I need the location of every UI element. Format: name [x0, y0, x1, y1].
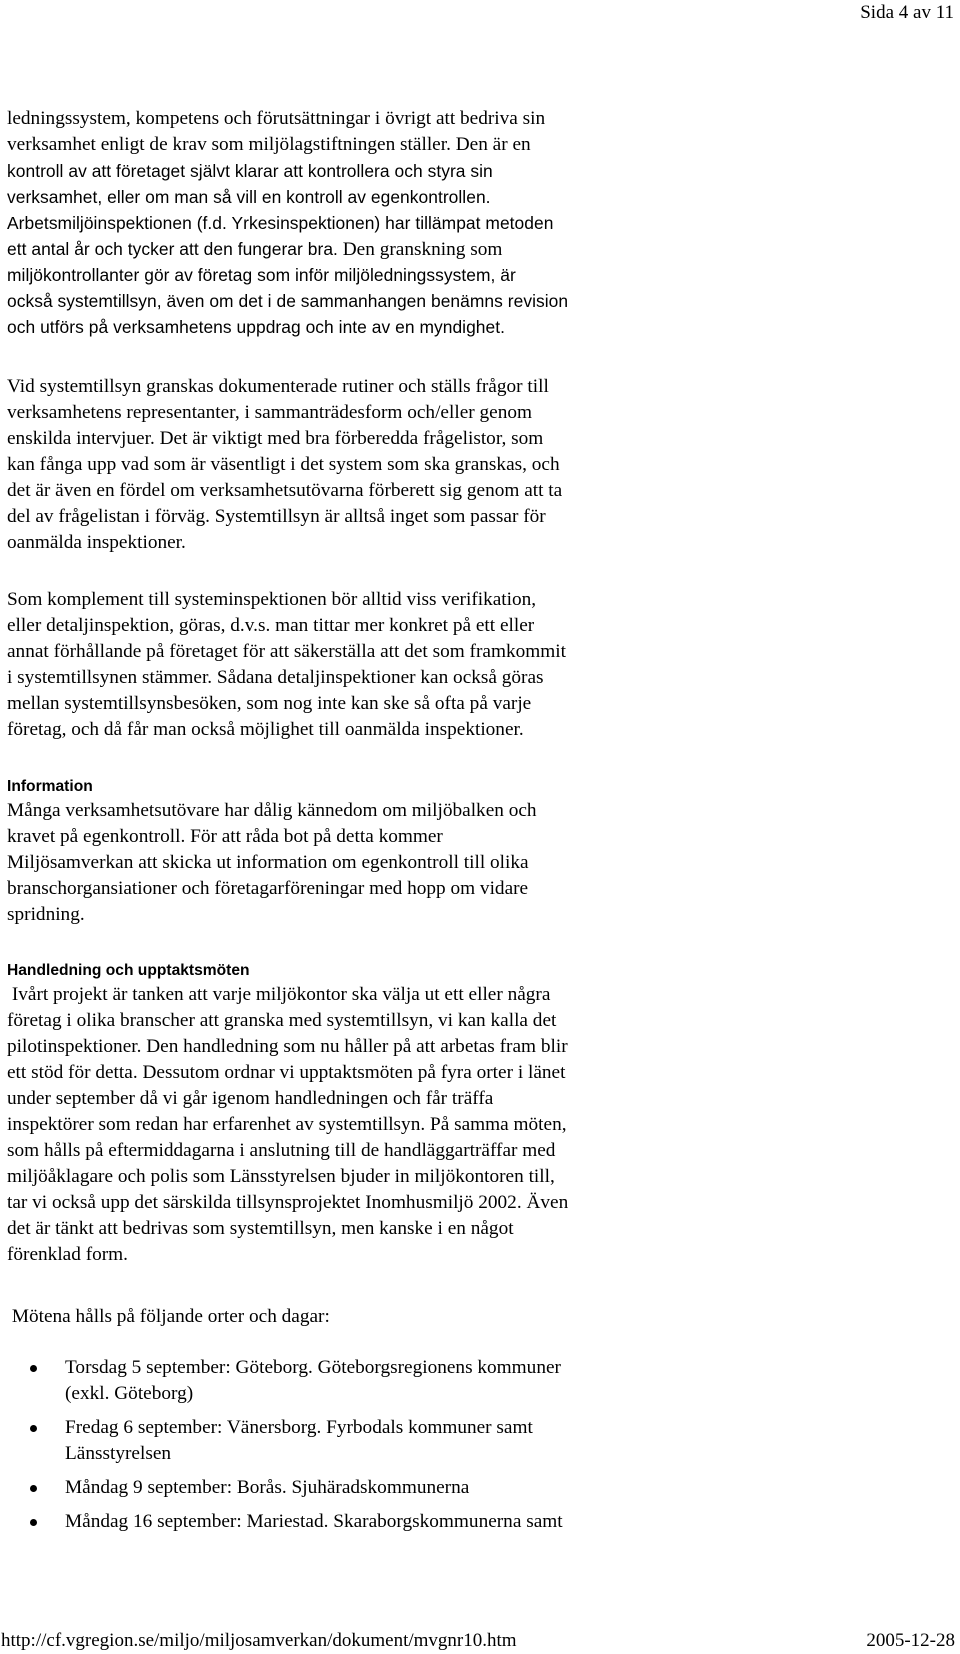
text-line: Måndag 16 september: Mariestad. Skaraborgskommunerna samt: [65, 1511, 563, 1532]
text-line: ledningssystem, kompetens och förutsättningar i övrigt att bedriva sin: [7, 108, 546, 129]
meetings-list-container: [7, 1355, 947, 1535]
text-line: också systemtillsyn, även om det i de sammanhangen benämns revision: [7, 291, 569, 311]
bullet-icon: [30, 1365, 37, 1372]
text-line: annat förhållande på företaget för att säkerställa att det som framkommit: [7, 641, 566, 662]
text-line: Miljösamverkan att skicka ut information om egenkontroll till olika: [7, 852, 529, 873]
text-line: som hålls på eftermiddagarna i anslutning till de handläggarträffar med: [7, 1140, 556, 1161]
list-item: [7, 1415, 947, 1467]
text-line: del av frågelistan i förväg. Systemtillsyn är alltså inget som passar för: [7, 506, 546, 527]
bullet-icon: [30, 1519, 37, 1526]
text-line: företag i olika branscher att granska med systemtillsyn, vi kan kalla det: [7, 1010, 557, 1031]
paragraph-systemtillsyn: [7, 374, 947, 556]
text-line: inspektörer som redan har erfarenhet av systemtillsyn. På samma möten,: [7, 1114, 567, 1135]
text-line: verksamhet enligt de krav som miljölagstiftningen ställer. Den är en: [7, 134, 531, 155]
section-handledning: [7, 960, 947, 1268]
text-line: Arbetsmiljöinspektionen (f.d. Yrkesinspektionen) har tillämpat metoden: [7, 213, 554, 233]
text-line: Länsstyrelsen: [65, 1443, 172, 1464]
text-line: [7, 236, 947, 262]
meetings-list: [7, 1355, 947, 1535]
section-heading: Information: [7, 778, 93, 795]
list-item: [7, 1509, 947, 1535]
text-line: tar vi också upp det särskilda tillsynsprojektet Inomhusmiljö 2002. Även: [7, 1192, 569, 1213]
text-line: det är tänkt att bedrivas som systemtillsyn, men kanske i en något: [7, 1218, 514, 1239]
text-line: förenklad form.: [7, 1244, 128, 1265]
text-line: ett stöd för detta. Dessutom ordnar vi upptaktsmöten på fyra orter i länet: [7, 1062, 566, 1083]
footer-date: 2005-12-28: [866, 1630, 955, 1651]
text-line: mellan systemtillsynsbesöken, som nog inte kan ske så ofta på varje: [7, 693, 532, 714]
text-line: kan fånga upp vad som är väsentligt i det system som ska granskas, och: [7, 454, 560, 475]
text-span: Den granskning som: [337, 239, 503, 260]
text-line: företag, och då får man också möjlighet till oanmälda inspektioner.: [7, 719, 524, 740]
text-line: under september då vi går igenom handledningen och får träffa: [7, 1088, 494, 1109]
section-heading: Handledning och upptaktsmöten: [7, 962, 250, 979]
text-line: (exkl. Göteborg): [65, 1383, 194, 1404]
text-line: kravet på egenkontroll. För att råda bot på detta kommer: [7, 826, 443, 847]
page-number: Sida 4 av 11: [860, 2, 954, 23]
section-information: [7, 776, 947, 928]
text-line: i systemtillsynen stämmer. Sådana detaljinspektioner kan också göras: [7, 667, 544, 688]
text-line: eller detaljinspektion, göras, d.v.s. man tittar mer konkret på ett eller: [7, 615, 535, 636]
text-line: kontroll av att företaget självt klarar att kontrollera och styra sin: [7, 161, 493, 181]
text-span: ett antal år och tycker att den fungerar bra.: [7, 239, 338, 259]
text-line: miljöåklagare och polis som Länsstyrelsen bjuder in miljökontoren till,: [7, 1166, 555, 1187]
paragraph-komplement: [7, 587, 947, 743]
bullet-icon: [30, 1425, 37, 1432]
list-item: [7, 1355, 947, 1407]
text-line: miljökontrollanter gör av företag som inför miljöledningssystem, är: [7, 265, 516, 285]
text-line: verksamhet, eller om man så vill en kontroll av egenkontrollen.: [7, 187, 491, 207]
text-line: Vid systemtillsyn granskas dokumenterade rutiner och ställs frågor till: [7, 376, 549, 397]
text-line: verksamhetens representanter, i sammanträdesform och/eller genom: [7, 402, 532, 423]
text-line: Fredag 6 september: Vänersborg. Fyrbodals kommuner samt: [65, 1417, 533, 1438]
text-line: Mötena hålls på följande orter och dagar:: [7, 1306, 330, 1327]
bullet-icon: [30, 1485, 37, 1492]
text-line: Som komplement till systeminspektionen bör alltid viss verifikation,: [7, 589, 537, 610]
text-line: pilotinspektioner. Den handledning som nu håller på att arbetas fram blir: [7, 1036, 568, 1057]
meetings-intro: [7, 1304, 947, 1330]
text-line: Många verksamhetsutövare har dålig kännedom om miljöbalken och: [7, 800, 537, 821]
text-line: och utförs på verksamhetens uppdrag och inte av en myndighet.: [7, 317, 506, 337]
text-line: Måndag 9 september: Borås. Sjuhäradskommunerna: [65, 1477, 470, 1498]
text-line: enskilda intervjuer. Det är viktigt med bra förberedda frågelistor, som: [7, 428, 544, 449]
text-line: branschorgansiationer och företagarföreningar med hopp om vidare: [7, 878, 529, 899]
list-item: [7, 1475, 947, 1501]
text-line: spridning.: [7, 904, 85, 925]
text-line: oanmälda inspektioner.: [7, 532, 186, 553]
text-line: Torsdag 5 september: Göteborg. Göteborgsregionens kommuner: [65, 1357, 561, 1378]
intro-paragraph: [7, 106, 947, 340]
text-line: Ivårt projekt är tanken att varje miljökontor ska välja ut ett eller några: [7, 984, 551, 1005]
footer-url: http://cf.vgregion.se/miljo/miljosamverkan/dokument/mvgnr10.htm: [1, 1630, 517, 1651]
text-line: det är även en fördel om verksamhetsutövarna förberett sig genom att ta: [7, 480, 563, 501]
